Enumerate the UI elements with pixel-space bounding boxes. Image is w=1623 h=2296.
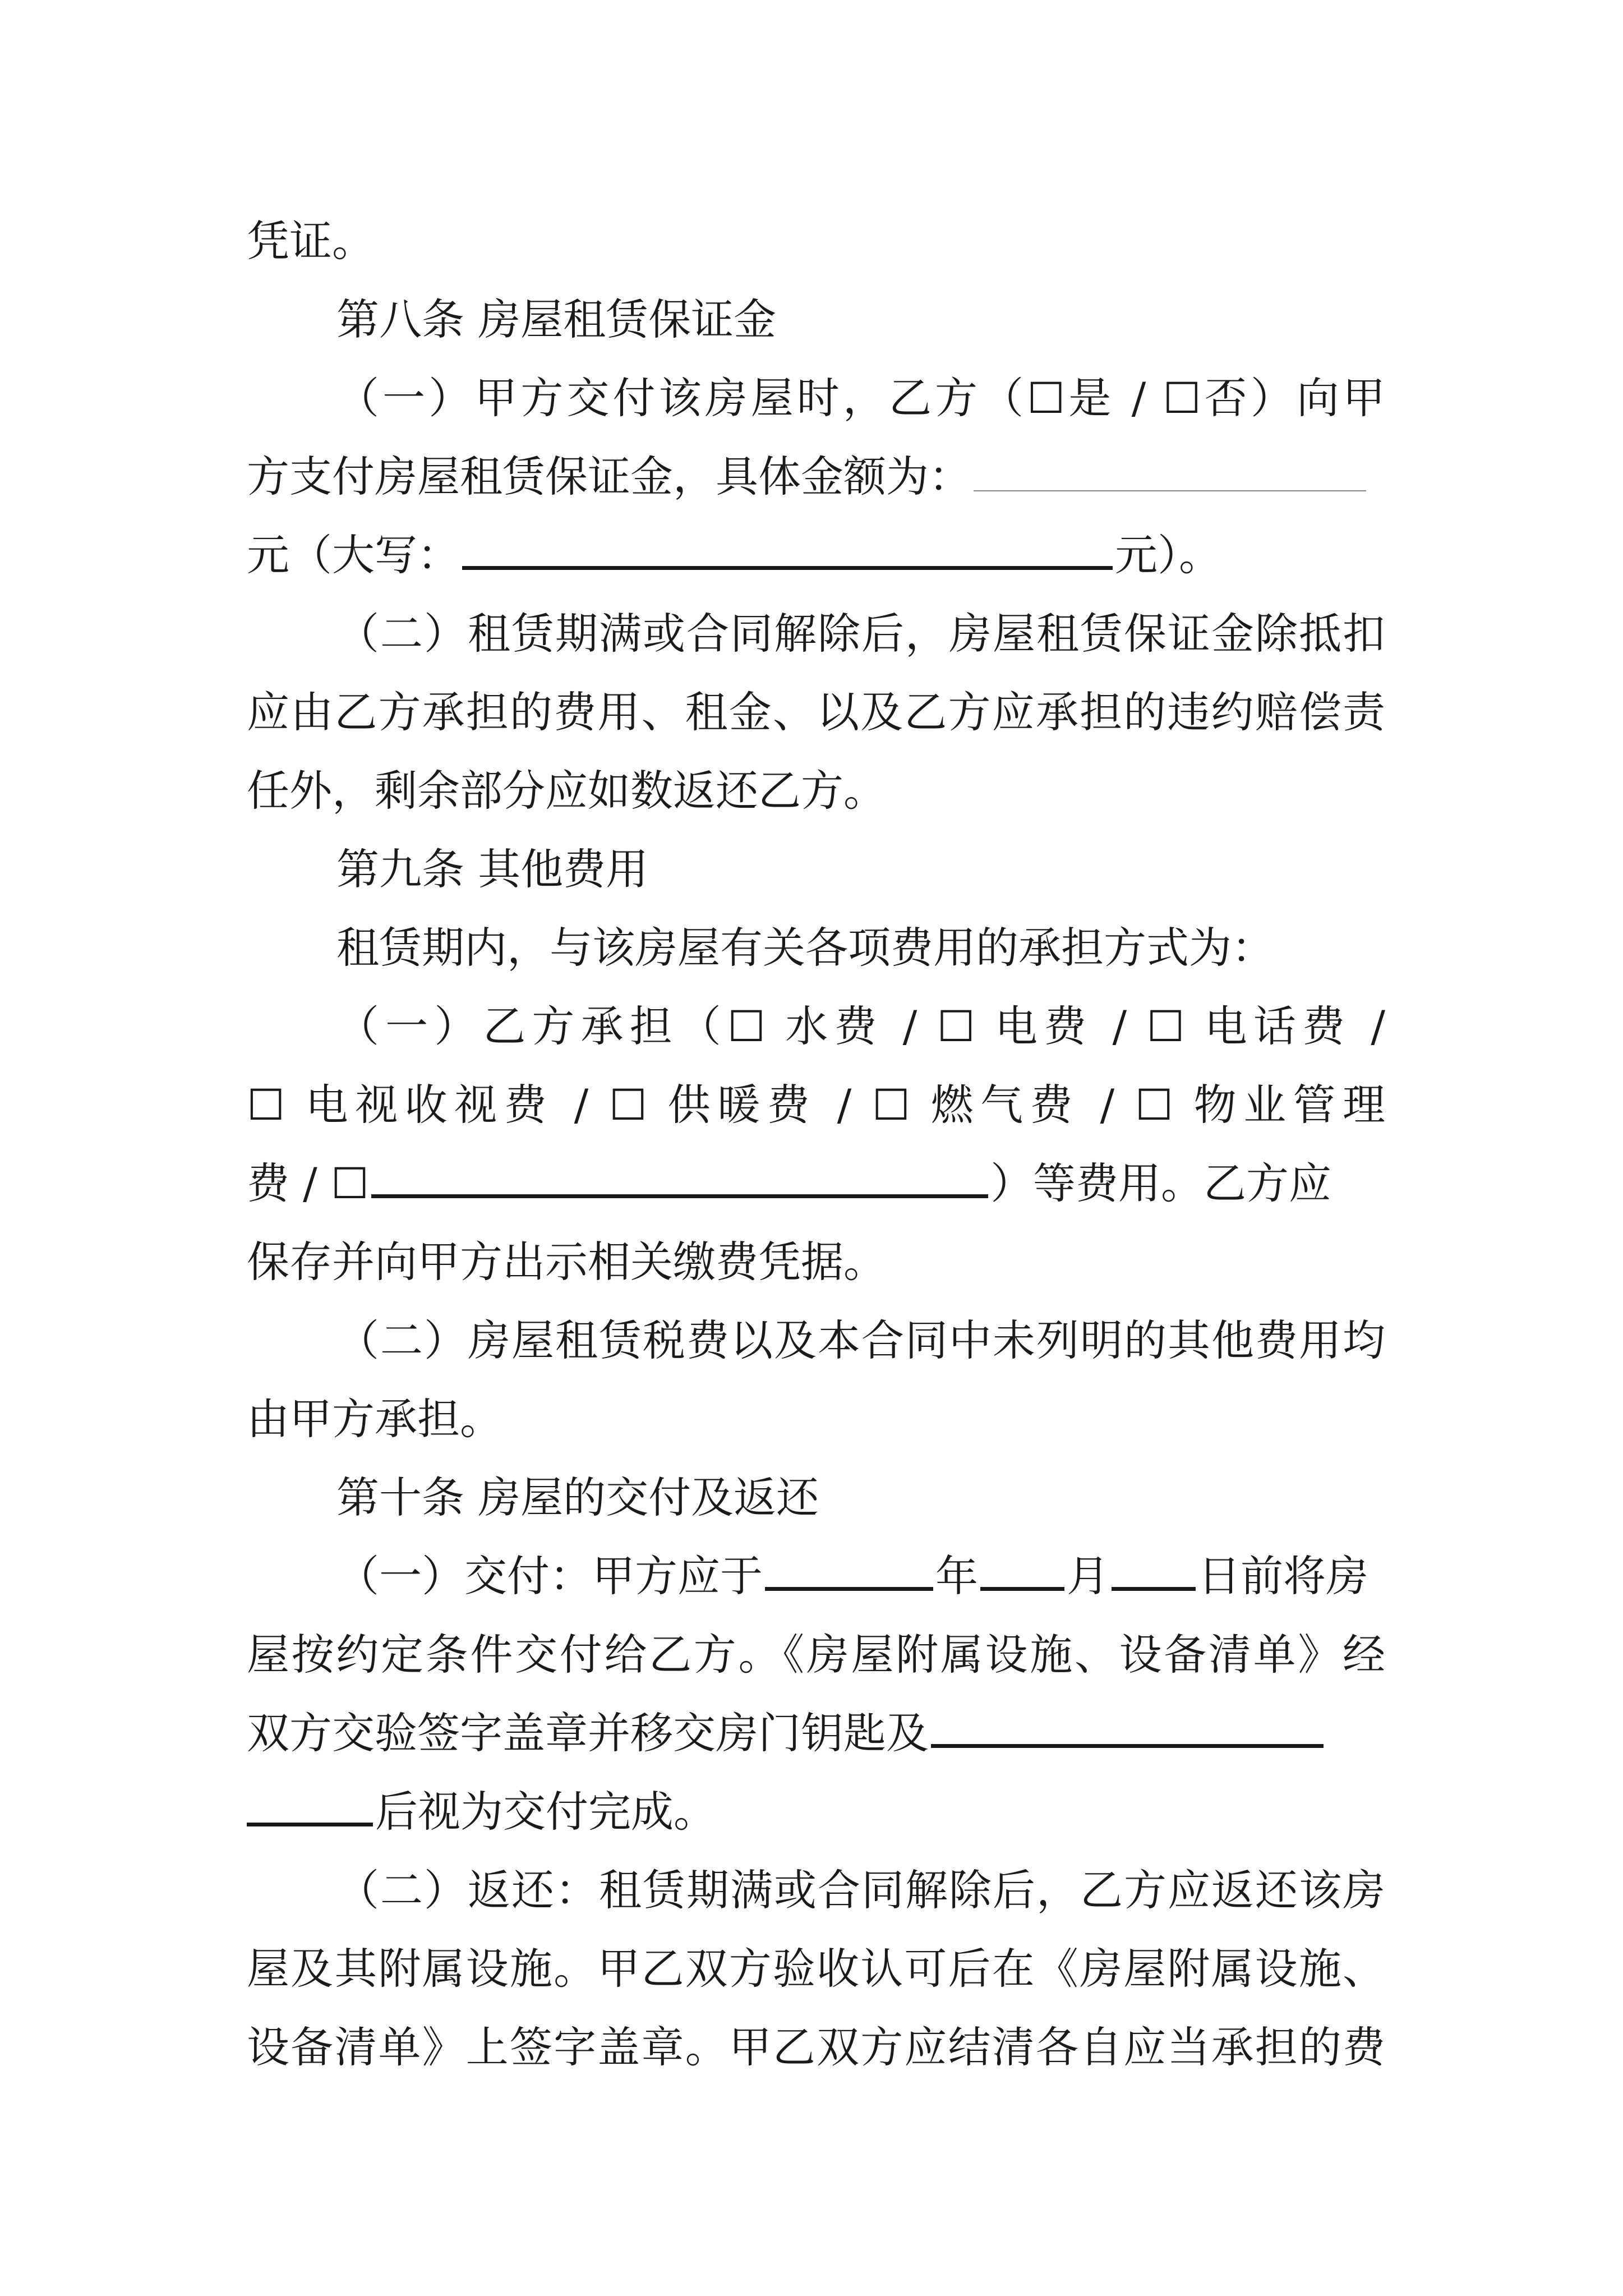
text-line: 应由乙方承担的费用、租金、以及乙方应承担的违约赔偿责 bbox=[247, 687, 1385, 737]
text-line: （一）交付：甲方应于 年 月 日前将房 bbox=[336, 1543, 1385, 1610]
text-line: （二）返还：租赁期满或合同解除后，乙方应返还该房 bbox=[336, 1865, 1385, 1915]
month-blank bbox=[980, 1548, 1064, 1591]
article-heading: 第九条 其他费用 bbox=[336, 844, 649, 894]
other-fee-blank bbox=[371, 1155, 988, 1198]
text-line: 元（大写： 元）。 bbox=[247, 522, 1385, 589]
text-line: （一）乙方承担（☐ 水费 / ☐ 电费 / ☐ 电话费 / bbox=[336, 1001, 1385, 1051]
text-line: 费 / ☐ ）等费用。乙方应 bbox=[247, 1150, 1385, 1217]
text-line: 由甲方承担。 bbox=[247, 1394, 502, 1444]
handover-items-blank bbox=[931, 1705, 1324, 1748]
text-line: （二）租赁期满或合同解除后，房屋租赁保证金除抵扣 bbox=[336, 609, 1385, 659]
text-line: 双方交验签字盖章并移交房门钥匙及 bbox=[247, 1700, 1385, 1767]
handover-items-blank-continued bbox=[247, 1783, 373, 1826]
amount-blank bbox=[974, 451, 1366, 491]
text-line: 保存并向甲方出示相关缴费凭据。 bbox=[247, 1237, 886, 1287]
text-line: 屋及其附属设施。甲乙双方验收认可后在《房屋附属设施、 bbox=[247, 1944, 1385, 1994]
text-line: 任外，剩余部分应如数返还乙方。 bbox=[247, 766, 886, 816]
text-line: （一）甲方交付该房屋时，乙方（☐是 / ☐否）向甲 bbox=[336, 373, 1385, 423]
text-line: （二）房屋租赁税费以及本合同中未列明的其他费用均 bbox=[336, 1315, 1385, 1365]
text-line: 后视为交付完成。 bbox=[247, 1778, 1385, 1846]
amount-uppercase-blank bbox=[462, 527, 1113, 570]
year-blank bbox=[765, 1548, 933, 1591]
article-heading: 第八条 房屋租赁保证金 bbox=[336, 295, 777, 344]
article-heading: 第十条 房屋的交付及返还 bbox=[336, 1473, 819, 1522]
text-line: 凭证。 bbox=[247, 216, 375, 266]
text-line: 租赁期内，与该房屋有关各项费用的承担方式为： bbox=[336, 923, 1274, 973]
text-line: 屋按约定条件交付给乙方。《房屋附属设施、设备清单》经 bbox=[247, 1630, 1385, 1680]
text-line: 设备清单》上签字盖章。甲乙双方应结清各自应当承担的费 bbox=[247, 2022, 1385, 2072]
text-line: 方支付房屋租赁保证金，具体金额为： bbox=[247, 443, 1385, 510]
text-line: ☐ 电视收视费 / ☐ 供暖费 / ☐ 燃气费 / ☐ 物业管理 bbox=[247, 1080, 1385, 1130]
day-blank bbox=[1112, 1548, 1196, 1591]
